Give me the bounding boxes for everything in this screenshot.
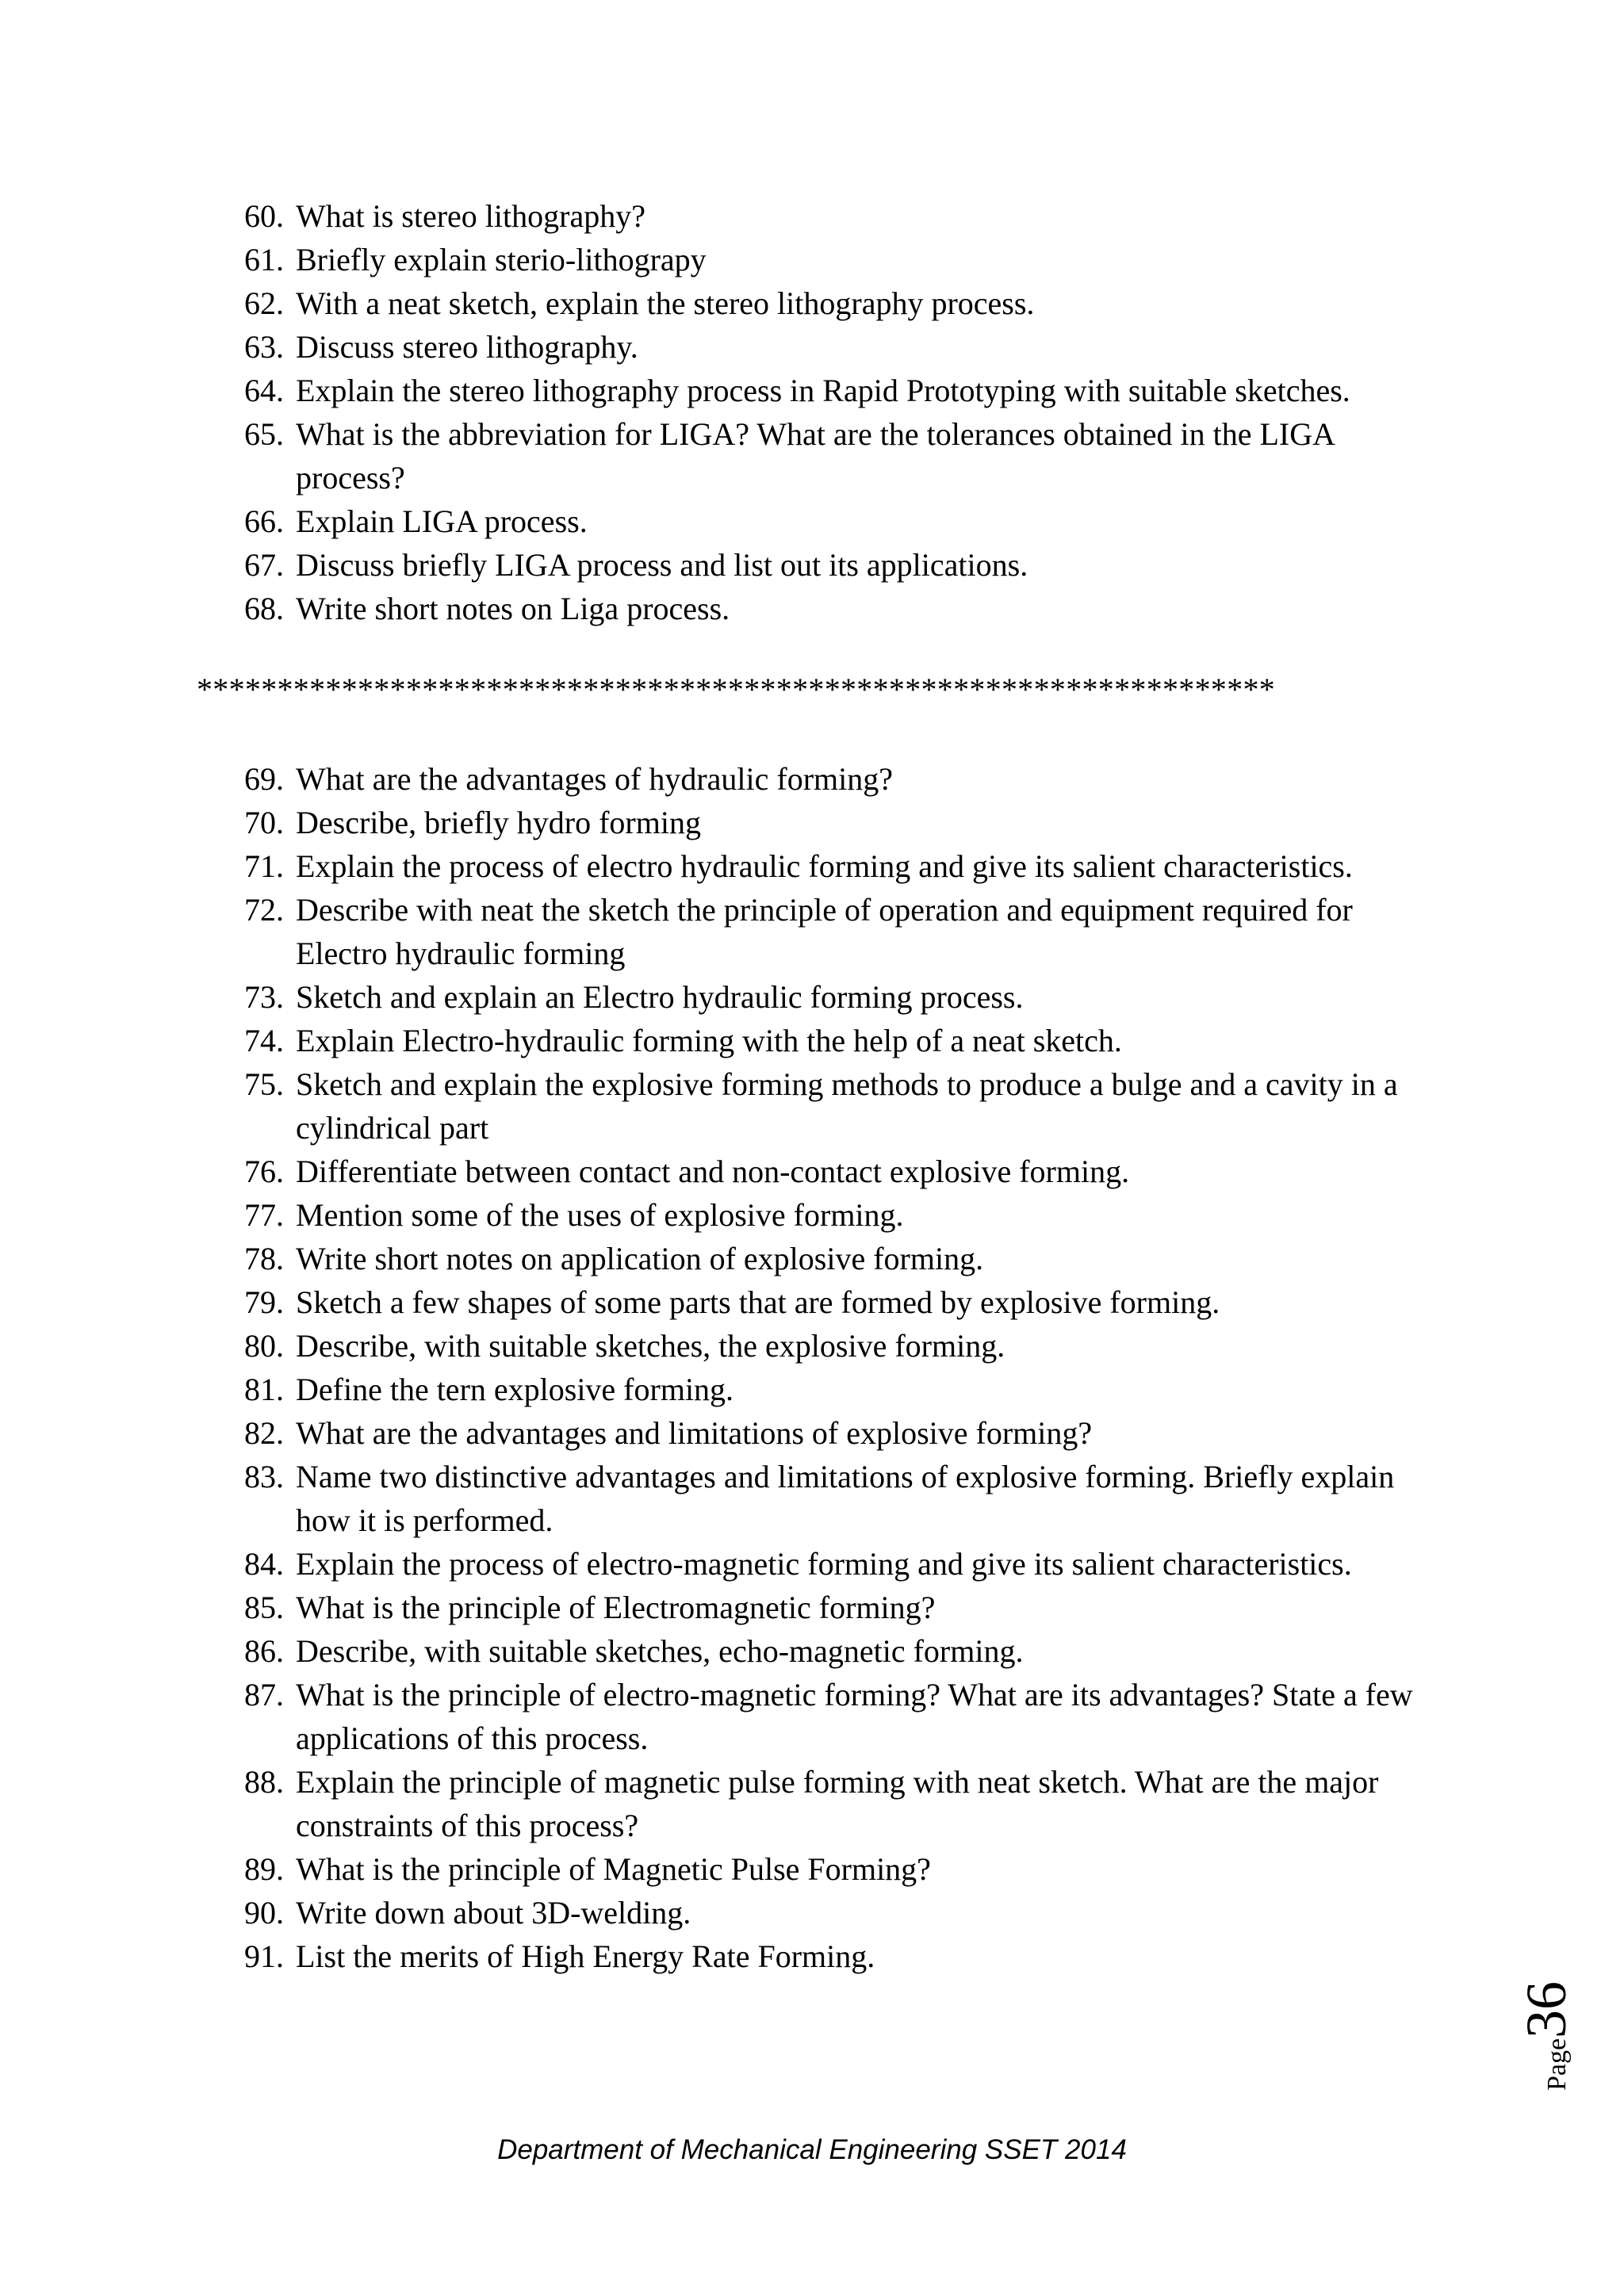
question-number: 74. bbox=[244, 1023, 284, 1058]
question-number: 88. bbox=[244, 1764, 284, 1800]
question-text: Describe, briefly hydro forming bbox=[296, 805, 701, 840]
question-number: 81. bbox=[244, 1372, 284, 1407]
question-item bbox=[244, 1411, 1434, 1455]
question-number: 86. bbox=[244, 1633, 284, 1669]
question-item bbox=[244, 1237, 1434, 1280]
question-text: Explain the process of electro-magnetic forming and give its salient characteristics. bbox=[296, 1546, 1352, 1582]
question-text: What is the abbreviation for LIGA? What are the tolerances obtained in the LIGA process? bbox=[296, 416, 1334, 496]
question-item bbox=[244, 194, 1434, 238]
question-number: 79. bbox=[244, 1284, 284, 1320]
question-item bbox=[244, 1193, 1434, 1237]
question-text: With a neat sketch, explain the stereo lithography process. bbox=[296, 285, 1035, 321]
question-item bbox=[244, 1324, 1434, 1368]
question-text: Discuss briefly LIGA process and list out its applications. bbox=[296, 547, 1028, 583]
page-number-label bbox=[1507, 1957, 1586, 2115]
question-item bbox=[244, 1150, 1434, 1193]
question-number: 70. bbox=[244, 805, 284, 840]
question-text: Explain LIGA process. bbox=[296, 503, 588, 539]
question-number: 89. bbox=[244, 1851, 284, 1887]
question-number: 60. bbox=[244, 198, 284, 234]
question-text: What are the advantages of hydraulic forming? bbox=[296, 761, 894, 797]
question-number: 80. bbox=[244, 1328, 284, 1364]
question-item bbox=[244, 1891, 1434, 1934]
question-text: Define the tern explosive forming. bbox=[296, 1372, 734, 1407]
question-text: Describe, with suitable sketches, echo-magnetic forming. bbox=[296, 1633, 1024, 1669]
question-item bbox=[244, 369, 1434, 412]
question-text: Write down about 3D-welding. bbox=[296, 1895, 691, 1931]
footer-text: Department of Mechanical Engineering SSET 2014 bbox=[497, 2134, 1127, 2165]
question-item bbox=[244, 1586, 1434, 1629]
question-text: Sketch a few shapes of some parts that are formed by explosive forming. bbox=[296, 1284, 1220, 1320]
question-item bbox=[244, 1542, 1434, 1586]
question-item bbox=[244, 412, 1434, 499]
question-item bbox=[244, 325, 1434, 369]
question-text: Describe with neat the sketch the principle of operation and equipment required for Electro hydraulic forming bbox=[296, 892, 1353, 971]
question-text: What is the principle of electro-magnetic forming? What are its advantages? State a few applications of this process. bbox=[296, 1677, 1413, 1756]
question-text: Sketch and explain the explosive forming methods to produce a bulge and a cavity in a cylindrical part bbox=[296, 1066, 1398, 1146]
question-number: 84. bbox=[244, 1546, 284, 1582]
question-text: Discuss stereo lithography. bbox=[296, 329, 638, 365]
question-number: 77. bbox=[244, 1197, 284, 1233]
question-text: What is stereo lithography? bbox=[296, 198, 645, 234]
question-number: 67. bbox=[244, 547, 284, 583]
question-number: 76. bbox=[244, 1154, 284, 1189]
question-number: 61. bbox=[244, 242, 284, 277]
question-text: Explain the principle of magnetic pulse forming with neat sketch. What are the major constraints of this process? bbox=[296, 1764, 1379, 1843]
question-number: 85. bbox=[244, 1590, 284, 1625]
question-number: 69. bbox=[244, 761, 284, 797]
question-item bbox=[244, 1062, 1434, 1150]
question-item bbox=[244, 281, 1434, 325]
question-item bbox=[244, 499, 1434, 543]
question-list-part1 bbox=[244, 194, 1434, 630]
question-item bbox=[244, 975, 1434, 1019]
question-list-part2 bbox=[244, 757, 1434, 1978]
question-number: 66. bbox=[244, 503, 284, 539]
question-text: Write short notes on Liga process. bbox=[296, 591, 730, 626]
question-item bbox=[244, 1847, 1434, 1891]
question-text: List the merits of High Energy Rate Forming. bbox=[296, 1938, 875, 1974]
question-number: 78. bbox=[244, 1241, 284, 1276]
question-text: Briefly explain sterio-lithograpy bbox=[296, 242, 707, 277]
question-item bbox=[244, 1280, 1434, 1324]
question-text: What are the advantages and limitations of explosive forming? bbox=[296, 1415, 1093, 1451]
question-number: 87. bbox=[244, 1677, 284, 1712]
question-text: Describe, with suitable sketches, the explosive forming. bbox=[296, 1328, 1005, 1364]
question-text: Mention some of the uses of explosive forming. bbox=[296, 1197, 904, 1233]
question-text: Name two distinctive advantages and limitations of explosive forming. Briefly explain how it is performed. bbox=[296, 1459, 1395, 1538]
separator-line: ******************************************************************* bbox=[197, 672, 1276, 707]
question-number: 64. bbox=[244, 373, 284, 408]
question-item bbox=[244, 238, 1434, 281]
question-text: What is the principle of Magnetic Pulse Forming? bbox=[296, 1851, 931, 1887]
page-number: 36 bbox=[1515, 1980, 1578, 2038]
question-number: 82. bbox=[244, 1415, 284, 1451]
question-item bbox=[244, 1019, 1434, 1062]
question-text: What is the principle of Electromagnetic forming? bbox=[296, 1590, 936, 1625]
question-item bbox=[244, 757, 1434, 801]
question-text: Explain the stereo lithography process in Rapid Prototyping with suitable sketches. bbox=[296, 373, 1350, 408]
question-item bbox=[244, 888, 1434, 975]
question-item bbox=[244, 1760, 1434, 1847]
question-text: Differentiate between contact and non-contact explosive forming. bbox=[296, 1154, 1130, 1189]
question-item bbox=[244, 1629, 1434, 1673]
question-item bbox=[244, 844, 1434, 888]
question-item bbox=[244, 801, 1434, 844]
question-item bbox=[244, 1368, 1434, 1411]
question-text: Explain Electro-hydraulic forming with the help of a neat sketch. bbox=[296, 1023, 1122, 1058]
question-number: 72. bbox=[244, 892, 284, 928]
question-number: 75. bbox=[244, 1066, 284, 1102]
question-item bbox=[244, 1934, 1434, 1978]
question-item bbox=[244, 1455, 1434, 1542]
question-number: 71. bbox=[244, 848, 284, 884]
question-number: 63. bbox=[244, 329, 284, 365]
question-number: 91. bbox=[244, 1938, 284, 1974]
question-item bbox=[244, 543, 1434, 587]
question-item bbox=[244, 1673, 1434, 1760]
page-word: Page bbox=[1542, 2038, 1572, 2091]
question-number: 83. bbox=[244, 1459, 284, 1494]
question-number: 90. bbox=[244, 1895, 284, 1931]
question-text: Explain the process of electro hydraulic forming and give its salient characteristics. bbox=[296, 848, 1353, 884]
question-number: 65. bbox=[244, 416, 284, 452]
question-item bbox=[244, 587, 1434, 630]
question-number: 62. bbox=[244, 285, 284, 321]
question-text: Sketch and explain an Electro hydraulic forming process. bbox=[296, 979, 1024, 1015]
question-number: 73. bbox=[244, 979, 284, 1015]
question-text: Write short notes on application of explosive forming. bbox=[296, 1241, 984, 1276]
question-number: 68. bbox=[244, 591, 284, 626]
